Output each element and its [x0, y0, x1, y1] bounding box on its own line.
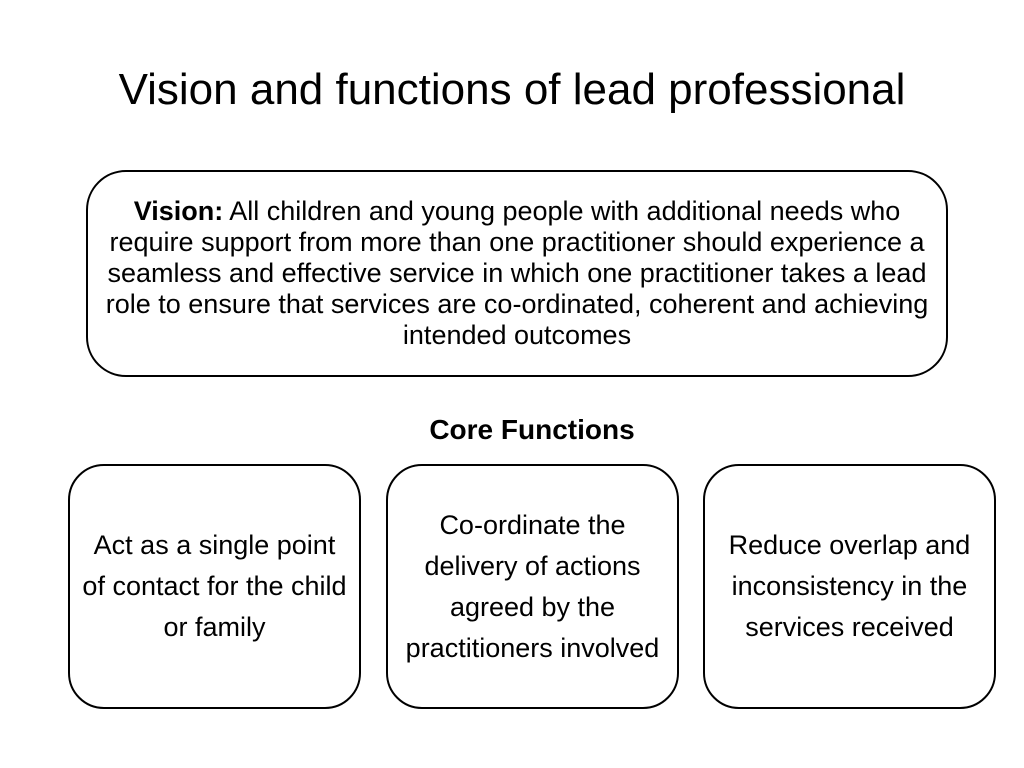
core-function-box-single-point-of-contact [68, 464, 361, 709]
vision-statement [96, 196, 938, 351]
core-function-text: Act as a single point of contact for the child or family [82, 530, 347, 642]
slide-title: Vision and functions of lead professional [118, 65, 906, 114]
core-function-box-reduce-overlap [703, 464, 996, 709]
core-functions-heading: Core Functions [429, 414, 635, 445]
vision-text: All children and young people with additional needs who require support from more than one practitioner should experience a seamless and effective service in which one practitioner takes a lead role to ensure that services are co-ordinated, coherent and achieving intended outcomes [105, 196, 929, 350]
core-function-box-coordinate-delivery [386, 464, 679, 709]
vision-box [86, 170, 948, 377]
core-function-text: Reduce overlap and inconsistency in the services received [728, 530, 971, 642]
core-function-text: Co-ordinate the delivery of actions agreed by the practitioners involved [405, 509, 660, 663]
vision-label: Vision: [133, 196, 224, 226]
